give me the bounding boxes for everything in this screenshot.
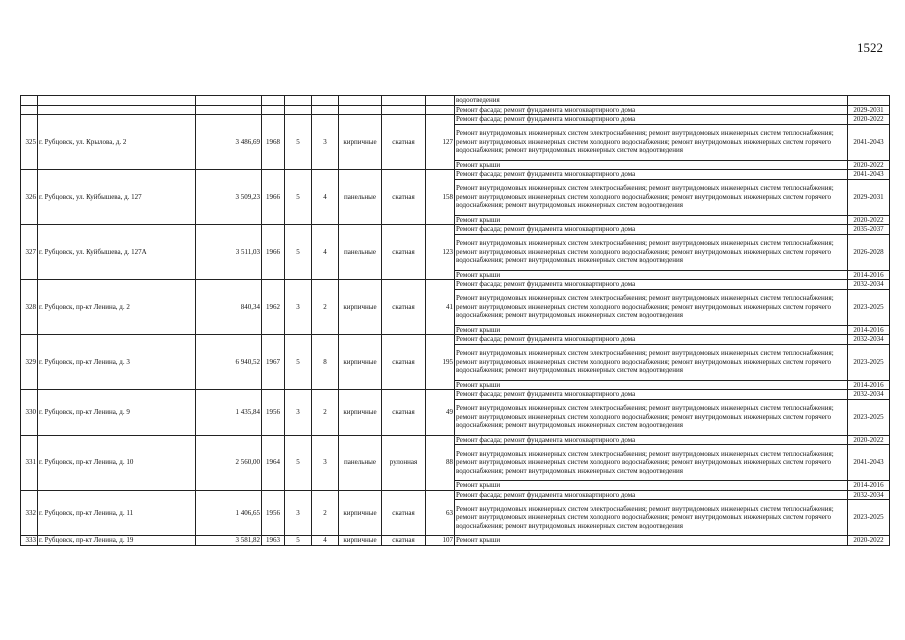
work-description: водоотведения <box>455 96 848 106</box>
building-address: г. Рубцовск, ул. Крылова, д. 2 <box>38 115 196 170</box>
floors-count: 5 <box>285 335 312 390</box>
work-years: 2020-2022 <box>848 435 890 445</box>
floors-count: 5 <box>285 170 312 225</box>
work-years: 2032-2034 <box>848 335 890 345</box>
table-row <box>21 435 890 445</box>
entrances-count: 3 <box>312 115 339 170</box>
work-description: Ремонт фасада; ремонт фундамента многоквартирного дома <box>455 335 848 345</box>
table-row <box>21 96 890 106</box>
empty-cell <box>38 96 196 106</box>
work-years: 2041-2043 <box>848 445 890 481</box>
residents-count: 127 <box>426 115 455 170</box>
work-description: Ремонт фасада; ремонт фундамента многоквартирного дома <box>455 390 848 400</box>
work-description: Ремонт внутридомовых инженерных систем электроснабжения; ремонт внутридомовых инженерных систем теплоснабжения; ремонт внутридомовых инженерных систем холодного водоснабжения; ремонт внутридомовых инженерных систем горячего водоснабжения; ремонт внутридомовых инженерных систем водоотведения <box>455 500 848 536</box>
work-years: 2041-2043 <box>848 170 890 180</box>
empty-cell <box>21 105 38 115</box>
work-years <box>848 96 890 106</box>
entrances-count: 8 <box>312 335 339 390</box>
work-years: 2032-2034 <box>848 280 890 290</box>
empty-cell <box>312 105 339 115</box>
empty-cell <box>262 96 285 106</box>
work-description: Ремонт фасада; ремонт фундамента многоквартирного дома <box>455 115 848 125</box>
building-address: г. Рубцовск, пр-кт Ленина, д. 3 <box>38 335 196 390</box>
wall-material: кирпичные <box>339 536 382 546</box>
table-row <box>21 536 890 546</box>
empty-cell <box>382 105 426 115</box>
roof-type: рулонная <box>382 435 426 490</box>
table-row <box>21 115 890 125</box>
work-description: Ремонт внутридомовых инженерных систем электроснабжения; ремонт внутридомовых инженерных систем теплоснабжения; ремонт внутридомовых инженерных систем холодного водоснабжения; ремонт внутридомовых инженерных систем горячего водоснабжения; ремонт внутридомовых инженерных систем водоотведения <box>455 234 848 270</box>
build-year: 1966 <box>262 170 285 225</box>
work-description: Ремонт фасада; ремонт фундамента многоквартирного дома <box>455 280 848 290</box>
wall-material: кирпичные <box>339 490 382 536</box>
row-number: 333 <box>21 536 38 546</box>
work-description: Ремонт внутридомовых инженерных систем электроснабжения; ремонт внутридомовых инженерных систем теплоснабжения; ремонт внутридомовых инженерных систем холодного водоснабжения; ремонт внутридомовых инженерных систем горячего водоснабжения; ремонт внутридомовых инженерных систем водоотведения <box>455 179 848 215</box>
row-number: 328 <box>21 280 38 335</box>
work-description: Ремонт фасада; ремонт фундамента многоквартирного дома <box>455 170 848 180</box>
work-years: 2023-2025 <box>848 289 890 325</box>
table-body <box>21 96 890 546</box>
building-address: г. Рубцовск, пр-кт Ленина, д. 2 <box>38 280 196 335</box>
build-year: 1956 <box>262 390 285 436</box>
wall-material: кирпичные <box>339 335 382 390</box>
work-description: Ремонт внутридомовых инженерных систем электроснабжения; ремонт внутридомовых инженерных систем теплоснабжения; ремонт внутридомовых инженерных систем холодного водоснабжения; ремонт внутридомовых инженерных систем горячего водоснабжения; ремонт внутридомовых инженерных систем водоотведения <box>455 344 848 380</box>
work-description: Ремонт внутридомовых инженерных систем электроснабжения; ремонт внутридомовых инженерных систем теплоснабжения; ремонт внутридомовых инженерных систем холодного водоснабжения; ремонт внутридомовых инженерных систем горячего водоснабжения; ремонт внутридомовых инженерных систем водоотведения <box>455 124 848 160</box>
work-years: 2020-2022 <box>848 215 890 225</box>
work-years: 2023-2025 <box>848 399 890 435</box>
work-description: Ремонт внутридомовых инженерных систем электроснабжения; ремонт внутридомовых инженерных систем теплоснабжения; ремонт внутридомовых инженерных систем холодного водоснабжения; ремонт внутридомовых инженерных систем горячего водоснабжения; ремонт внутридомовых инженерных систем водоотведения <box>455 445 848 481</box>
build-year: 1966 <box>262 225 285 280</box>
entrances-count: 4 <box>312 225 339 280</box>
work-years: 2014-2016 <box>848 270 890 280</box>
table-row <box>21 105 890 115</box>
roof-type: скатная <box>382 335 426 390</box>
page-number: 1522 <box>857 40 883 55</box>
roof-type: скатная <box>382 115 426 170</box>
residents-count: 123 <box>426 225 455 280</box>
work-description: Ремонт крыши <box>455 325 848 335</box>
building-area: 3 509,23 <box>196 170 262 225</box>
roof-type: скатная <box>382 390 426 436</box>
work-years: 2035-2037 <box>848 225 890 235</box>
row-number: 332 <box>21 490 38 536</box>
build-year: 1962 <box>262 280 285 335</box>
work-description: Ремонт внутридомовых инженерных систем электроснабжения; ремонт внутридомовых инженерных систем теплоснабжения; ремонт внутридомовых инженерных систем холодного водоснабжения; ремонт внутридомовых инженерных систем горячего водоснабжения; ремонт внутридомовых инженерных систем водоотведения <box>455 289 848 325</box>
empty-cell <box>262 105 285 115</box>
work-description: Ремонт крыши <box>455 160 848 170</box>
work-years: 2014-2016 <box>848 325 890 335</box>
build-year: 1967 <box>262 335 285 390</box>
work-years: 2032-2034 <box>848 490 890 500</box>
building-area: 6 940,52 <box>196 335 262 390</box>
building-area: 1 406,65 <box>196 490 262 536</box>
work-years: 2020-2022 <box>848 115 890 125</box>
floors-count: 5 <box>285 536 312 546</box>
building-address: г. Рубцовск, ул. Куйбышева, д. 127 <box>38 170 196 225</box>
residents-count: 107 <box>426 536 455 546</box>
residents-count: 158 <box>426 170 455 225</box>
wall-material: кирпичные <box>339 115 382 170</box>
building-area: 3 486,69 <box>196 115 262 170</box>
empty-cell <box>21 96 38 106</box>
empty-cell <box>339 105 382 115</box>
wall-material: панельные <box>339 170 382 225</box>
empty-cell <box>382 96 426 106</box>
entrances-count: 4 <box>312 170 339 225</box>
build-year: 1964 <box>262 435 285 490</box>
work-description: Ремонт крыши <box>455 380 848 390</box>
empty-cell <box>312 96 339 106</box>
empty-cell <box>339 96 382 106</box>
row-number: 331 <box>21 435 38 490</box>
empty-cell <box>285 96 312 106</box>
wall-material: панельные <box>339 225 382 280</box>
work-years: 2020-2022 <box>848 536 890 546</box>
roof-type: скатная <box>382 280 426 335</box>
empty-cell <box>426 105 455 115</box>
table-row <box>21 490 890 500</box>
floors-count: 5 <box>285 435 312 490</box>
work-years: 2014-2016 <box>848 481 890 491</box>
work-years: 2029-2031 <box>848 105 890 115</box>
build-year: 1968 <box>262 115 285 170</box>
wall-material: кирпичные <box>339 390 382 436</box>
roof-type: скатная <box>382 170 426 225</box>
work-years: 2023-2025 <box>848 500 890 536</box>
work-years: 2029-2031 <box>848 179 890 215</box>
table-row <box>21 390 890 400</box>
table-row <box>21 225 890 235</box>
building-address: г. Рубцовск, пр-кт Ленина, д. 11 <box>38 490 196 536</box>
build-year: 1963 <box>262 536 285 546</box>
empty-cell <box>196 96 262 106</box>
table-row <box>21 170 890 180</box>
work-description: Ремонт крыши <box>455 215 848 225</box>
building-address: г. Рубцовск, ул. Куйбышева, д. 127А <box>38 225 196 280</box>
building-address: г. Рубцовск, пр-кт Ленина, д. 9 <box>38 390 196 436</box>
empty-cell <box>285 105 312 115</box>
table-row <box>21 335 890 345</box>
work-description: Ремонт крыши <box>455 481 848 491</box>
wall-material: кирпичные <box>339 280 382 335</box>
work-years: 2020-2022 <box>848 160 890 170</box>
work-description: Ремонт внутридомовых инженерных систем электроснабжения; ремонт внутридомовых инженерных систем теплоснабжения; ремонт внутридомовых инженерных систем холодного водоснабжения; ремонт внутридомовых инженерных систем горячего водоснабжения; ремонт внутридомовых инженерных систем водоотведения <box>455 399 848 435</box>
row-number: 329 <box>21 335 38 390</box>
floors-count: 3 <box>285 390 312 436</box>
building-area: 3 511,03 <box>196 225 262 280</box>
row-number: 326 <box>21 170 38 225</box>
floors-count: 3 <box>285 490 312 536</box>
build-year: 1956 <box>262 490 285 536</box>
entrances-count: 2 <box>312 280 339 335</box>
table-row <box>21 280 890 290</box>
entrances-count: 2 <box>312 390 339 436</box>
entrances-count: 4 <box>312 536 339 546</box>
building-area: 840,34 <box>196 280 262 335</box>
empty-cell <box>38 105 196 115</box>
floors-count: 3 <box>285 280 312 335</box>
wall-material: панельные <box>339 435 382 490</box>
floors-count: 5 <box>285 115 312 170</box>
work-description: Ремонт крыши <box>455 270 848 280</box>
work-years: 2023-2025 <box>848 344 890 380</box>
work-description: Ремонт крыши <box>455 536 848 546</box>
work-years: 2014-2016 <box>848 380 890 390</box>
work-description: Ремонт фасада; ремонт фундамента многоквартирного дома <box>455 225 848 235</box>
empty-cell <box>196 105 262 115</box>
entrances-count: 3 <box>312 435 339 490</box>
work-years: 2032-2034 <box>848 390 890 400</box>
work-years: 2026-2028 <box>848 234 890 270</box>
residents-count: 63 <box>426 490 455 536</box>
capital-repair-table <box>20 95 890 546</box>
residents-count: 195 <box>426 335 455 390</box>
residents-count: 88 <box>426 435 455 490</box>
work-years: 2041-2043 <box>848 124 890 160</box>
roof-type: скатная <box>382 225 426 280</box>
work-description: Ремонт фасада; ремонт фундамента многоквартирного дома <box>455 490 848 500</box>
row-number: 330 <box>21 390 38 436</box>
building-address: г. Рубцовск, пр-кт Ленина, д. 19 <box>38 536 196 546</box>
residents-count: 49 <box>426 390 455 436</box>
work-description: Ремонт фасада; ремонт фундамента многоквартирного дома <box>455 435 848 445</box>
empty-cell <box>426 96 455 106</box>
floors-count: 5 <box>285 225 312 280</box>
row-number: 325 <box>21 115 38 170</box>
roof-type: скатная <box>382 536 426 546</box>
entrances-count: 2 <box>312 490 339 536</box>
roof-type: скатная <box>382 490 426 536</box>
building-area: 2 560,00 <box>196 435 262 490</box>
building-address: г. Рубцовск, пр-кт Ленина, д. 10 <box>38 435 196 490</box>
row-number: 327 <box>21 225 38 280</box>
building-area: 3 581,82 <box>196 536 262 546</box>
work-description: Ремонт фасада; ремонт фундамента многоквартирного дома <box>455 105 848 115</box>
building-area: 1 435,84 <box>196 390 262 436</box>
residents-count: 41 <box>426 280 455 335</box>
